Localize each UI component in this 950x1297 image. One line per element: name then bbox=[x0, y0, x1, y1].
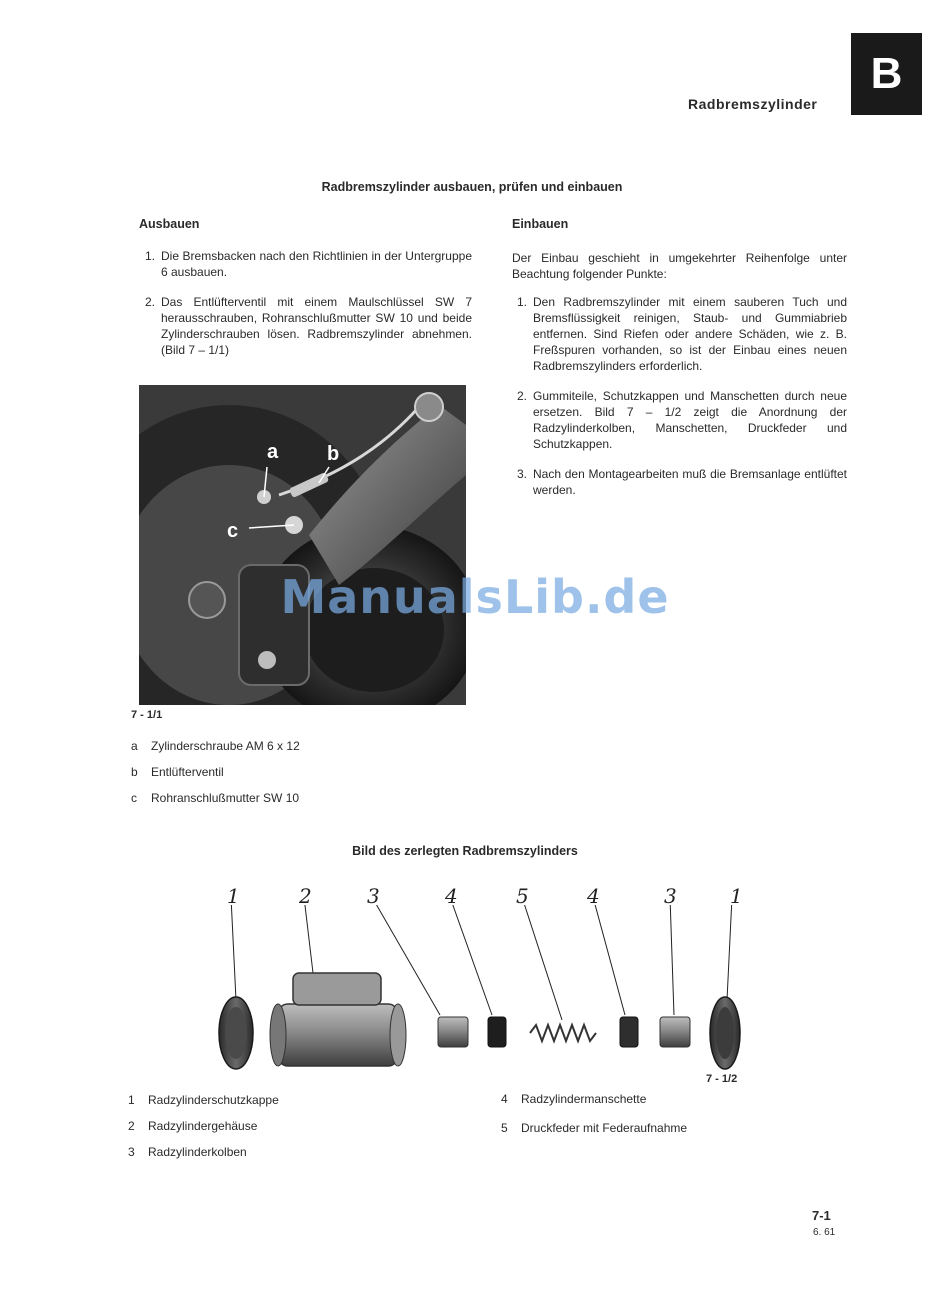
legend-item-3 bbox=[128, 1145, 247, 1159]
callout-c: c bbox=[227, 520, 239, 542]
figure-2-label: 7 - 1/2 bbox=[706, 1073, 738, 1085]
part-number-3-left: 3 bbox=[367, 884, 380, 908]
callout-b: b bbox=[327, 443, 340, 465]
legend-text: Druckfeder mit Federaufnahme bbox=[521, 1121, 688, 1135]
legend-key: 2 bbox=[128, 1119, 135, 1133]
legend-key: 3 bbox=[128, 1145, 135, 1159]
callout-a: a bbox=[267, 441, 279, 463]
legend-item-4 bbox=[501, 1092, 646, 1106]
step-number: 3. bbox=[517, 467, 528, 481]
legend-key: b bbox=[131, 765, 138, 779]
legend-text: Radzylindergehäuse bbox=[148, 1119, 258, 1133]
einbauen-heading: Einbauen bbox=[512, 217, 569, 231]
legend-text: Entlüfterventil bbox=[151, 765, 224, 779]
legend-text: Radzylindermanschette bbox=[521, 1092, 647, 1106]
step-text: Den Radbremszylinder mit einem sauberen Tuch und Bremsflüssigkeit reinigen, Staub- und Gummiabrieb entfernen. Sind Riefen oder andere Schäden, wie z. B. Freßspuren vorhanden, so ist der Einbau eines neuen Radbremszylinders erforderlich. bbox=[533, 295, 847, 373]
figure-1-label: 7 - 1/1 bbox=[131, 709, 163, 721]
legend-text: Radzylinderschutzkappe bbox=[148, 1093, 279, 1107]
part-number-3-right: 3 bbox=[664, 884, 677, 908]
legend-item-a bbox=[131, 739, 300, 753]
legend-item-1 bbox=[128, 1093, 279, 1107]
step-number: 2. bbox=[517, 389, 528, 403]
section-tab-badge: B bbox=[851, 33, 922, 115]
ausbauen-heading: Ausbauen bbox=[139, 217, 200, 231]
step-number: 1. bbox=[145, 249, 156, 263]
figure-2-title: Bild des zerlegten Radbremszylinders bbox=[352, 844, 578, 858]
step-text: Das Entlüfterventil mit einem Maulschlüssel SW 7 herausschrauben, Rohranschlußmutter SW 10 und beide Zylinderschrauben lösen. Radbremszylinder abnehmen. (Bild 7 – 1/1) bbox=[161, 295, 472, 357]
page-date: 6. 61 bbox=[813, 1227, 836, 1238]
legend-key: 5 bbox=[501, 1121, 508, 1135]
ausbauen-step-2 bbox=[145, 294, 472, 358]
page-number: 7-1 bbox=[812, 1208, 831, 1223]
legend-text: Zylinderschraube AM 6 x 12 bbox=[151, 739, 300, 753]
einbauen-step-2 bbox=[517, 388, 847, 452]
part-number-2: 2 bbox=[299, 884, 312, 908]
einbauen-step-1 bbox=[517, 294, 847, 374]
legend-key: c bbox=[131, 791, 137, 805]
step-number: 1. bbox=[517, 295, 528, 309]
part-number-4-right: 4 bbox=[587, 884, 600, 908]
part-number-1-left: 1 bbox=[227, 884, 240, 908]
einbauen-intro: Der Einbau geschieht in umgekehrter Reihenfolge unter Beachtung folgender Punkte: bbox=[512, 251, 847, 281]
step-text: Gummiteile, Schutzkappen und Manschetten durch neue ersetzen. Bild 7 – 1/2 zeigt die Anordnung der Radzylinderkolben, Manschetten, Druckfeder und Schutzkappen. bbox=[533, 389, 847, 451]
legend-text: Radzylinderkolben bbox=[148, 1145, 247, 1159]
part-number-4-left: 4 bbox=[445, 884, 458, 908]
watermark: ManualsLib.de bbox=[280, 570, 670, 624]
section-heading: Radbremszylinder bbox=[688, 96, 818, 112]
legend-item-5 bbox=[501, 1121, 687, 1135]
legend-key: 1 bbox=[128, 1093, 135, 1107]
legend-item-c bbox=[131, 791, 299, 805]
step-text: Nach den Montagearbeiten muß die Bremsanlage entlüftet werden. bbox=[533, 467, 847, 497]
brake-cylinder-photo bbox=[139, 385, 466, 705]
legend-text: Rohranschlußmutter SW 10 bbox=[151, 791, 300, 805]
step-text: Die Bremsbacken nach den Richtlinien in der Untergruppe 6 ausbauen. bbox=[161, 249, 472, 279]
part-number-1-right: 1 bbox=[730, 884, 743, 908]
einbauen-step-3 bbox=[517, 466, 847, 498]
page-title: Radbremszylinder ausbauen, prüfen und einbauen bbox=[321, 180, 623, 194]
step-number: 2. bbox=[145, 295, 156, 309]
legend-item-2 bbox=[128, 1119, 257, 1133]
legend-key: a bbox=[131, 739, 138, 753]
exploded-view-illustration bbox=[200, 905, 760, 1080]
legend-item-b bbox=[131, 765, 224, 779]
photo-illustration bbox=[139, 385, 466, 705]
ausbauen-step-1 bbox=[145, 248, 472, 280]
part-number-5: 5 bbox=[516, 884, 529, 908]
legend-key: 4 bbox=[501, 1092, 508, 1106]
